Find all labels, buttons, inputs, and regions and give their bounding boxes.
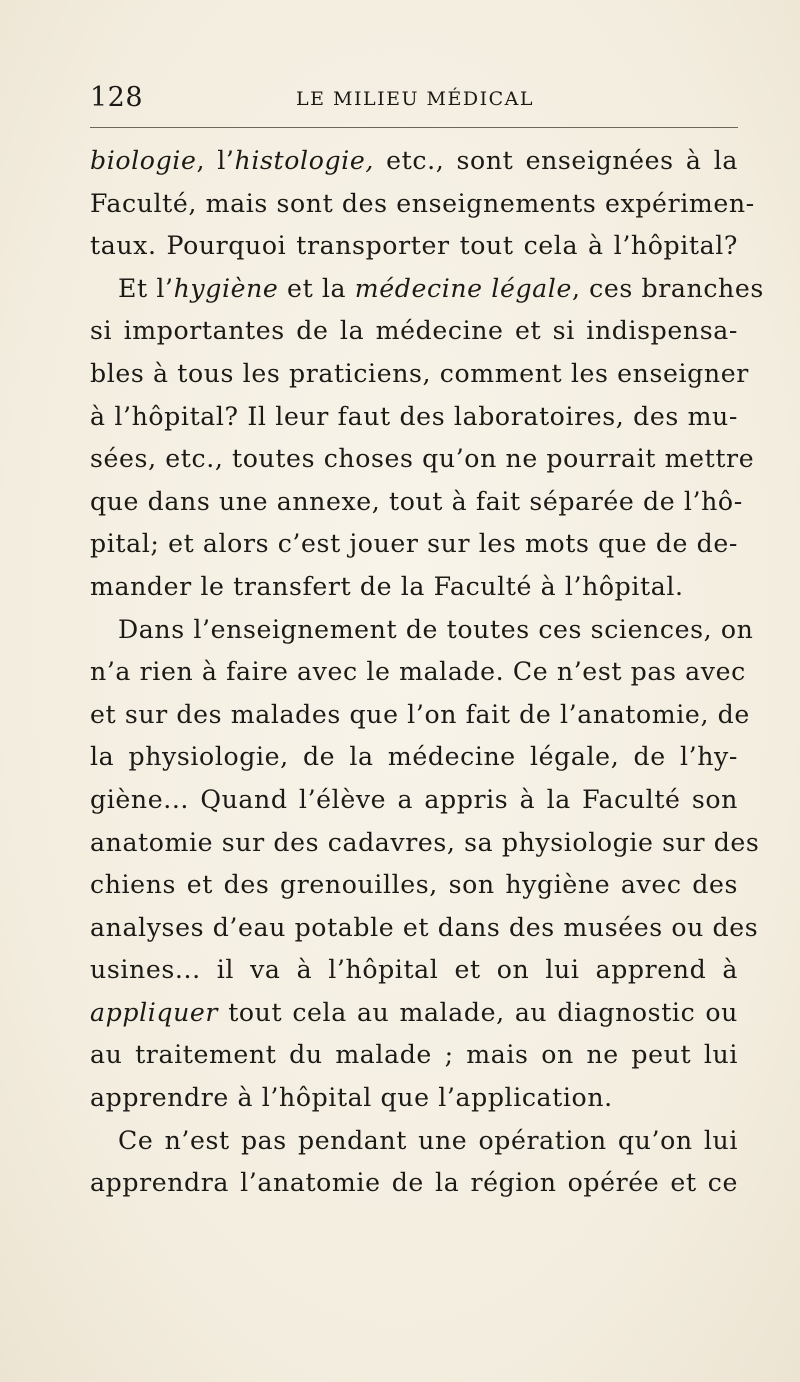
text-segment: au traitement du malade ; mais on ne peut lui bbox=[90, 1040, 738, 1070]
text-line bbox=[90, 779, 738, 822]
text-line bbox=[90, 1162, 738, 1205]
text-line bbox=[90, 736, 738, 779]
text-line bbox=[90, 183, 755, 226]
text-segment: pital; et alors c’est jouer sur les mots que de de- bbox=[90, 529, 738, 559]
text-line bbox=[90, 566, 738, 609]
text-line bbox=[90, 396, 738, 439]
text-segment: analyses d’eau potable et dans des musées ou des bbox=[90, 912, 759, 942]
text-segment: , ces branches bbox=[571, 273, 764, 303]
text-segment: etc., sont enseignées à la bbox=[373, 146, 738, 175]
text-line bbox=[90, 310, 738, 353]
text-line bbox=[90, 651, 746, 694]
text-segment: Dans l’enseignement de toutes ces sciences, on bbox=[118, 614, 754, 644]
text-segment: l’ bbox=[217, 146, 235, 175]
body-text bbox=[90, 140, 764, 1205]
text-segment: que dans une annexe, tout à fait séparée de l’hô- bbox=[90, 486, 743, 516]
text-line bbox=[90, 907, 759, 950]
text-segment: anatomie sur des cadavres, sa physiologie sur des bbox=[90, 827, 760, 857]
text-line bbox=[90, 225, 738, 268]
text-segment: Et l’ bbox=[118, 273, 174, 303]
text-segment: apprendre à l’hôpital que l’application. bbox=[90, 1083, 613, 1113]
text-line bbox=[90, 1077, 738, 1120]
text-line bbox=[90, 694, 750, 737]
page-number: 128 bbox=[90, 82, 144, 113]
header-rule bbox=[90, 127, 738, 128]
text-segment: tout cela au malade, au diagnostic ou bbox=[218, 997, 738, 1027]
text-line bbox=[90, 949, 738, 992]
text-line bbox=[90, 353, 749, 396]
running-head: LE MILIEU MÉDICAL bbox=[296, 88, 534, 110]
text-line bbox=[90, 992, 738, 1035]
italic-text: hygiène bbox=[173, 273, 279, 303]
text-line bbox=[90, 1034, 738, 1077]
text-line bbox=[90, 523, 738, 566]
text-segment: mander le transfert de la Faculté à l’hôpital. bbox=[90, 571, 684, 601]
italic-text: biologie bbox=[90, 146, 197, 175]
text-segment: apprendra l’anatomie de la région opérée et ce bbox=[90, 1168, 738, 1198]
text-segment: chiens et des grenouilles, son hygiène avec des bbox=[90, 870, 738, 900]
text-segment: et sur des malades que l’on fait de l’anatomie, de bbox=[90, 699, 750, 729]
text-line bbox=[90, 438, 755, 481]
text-segment: sées, etc., toutes choses qu’on ne pourrait mettre bbox=[90, 444, 755, 474]
text-segment: n’a rien à faire avec le malade. Ce n’est pas avec bbox=[90, 657, 746, 687]
text-segment: Ce n’est pas pendant une opération qu’on lui bbox=[118, 1125, 738, 1155]
text-segment: si importantes de la médecine et si indispensa- bbox=[90, 316, 738, 346]
text-line bbox=[90, 1120, 738, 1163]
text-line bbox=[90, 822, 760, 865]
text-segment: la physiologie, de la médecine légale, de l’hy- bbox=[90, 742, 738, 772]
text-segment: bles à tous les praticiens, comment les enseigner bbox=[90, 358, 749, 388]
text-segment: taux. Pourquoi transporter tout cela à l’hôpital? bbox=[90, 231, 738, 261]
text-line bbox=[90, 481, 743, 524]
text-line bbox=[90, 140, 738, 183]
text-segment: , bbox=[196, 146, 218, 175]
italic-text: histologie, bbox=[234, 146, 374, 175]
text-segment: Faculté, mais sont des enseignements expérimen- bbox=[90, 188, 755, 218]
text-line bbox=[90, 864, 738, 907]
text-segment: usines... il va à l’hôpital et on lui apprend à bbox=[90, 955, 738, 985]
italic-text: appliquer bbox=[90, 997, 219, 1027]
text-segment: giène... Quand l’élève a appris à la Faculté son bbox=[90, 784, 738, 814]
italic-text: médecine légale bbox=[354, 273, 572, 303]
text-line bbox=[90, 268, 764, 311]
text-segment: à l’hôpital? Il leur faut des laboratoires, des mu- bbox=[90, 401, 738, 431]
page-header bbox=[90, 82, 740, 118]
text-segment: et la bbox=[278, 273, 355, 303]
text-line bbox=[90, 609, 754, 652]
